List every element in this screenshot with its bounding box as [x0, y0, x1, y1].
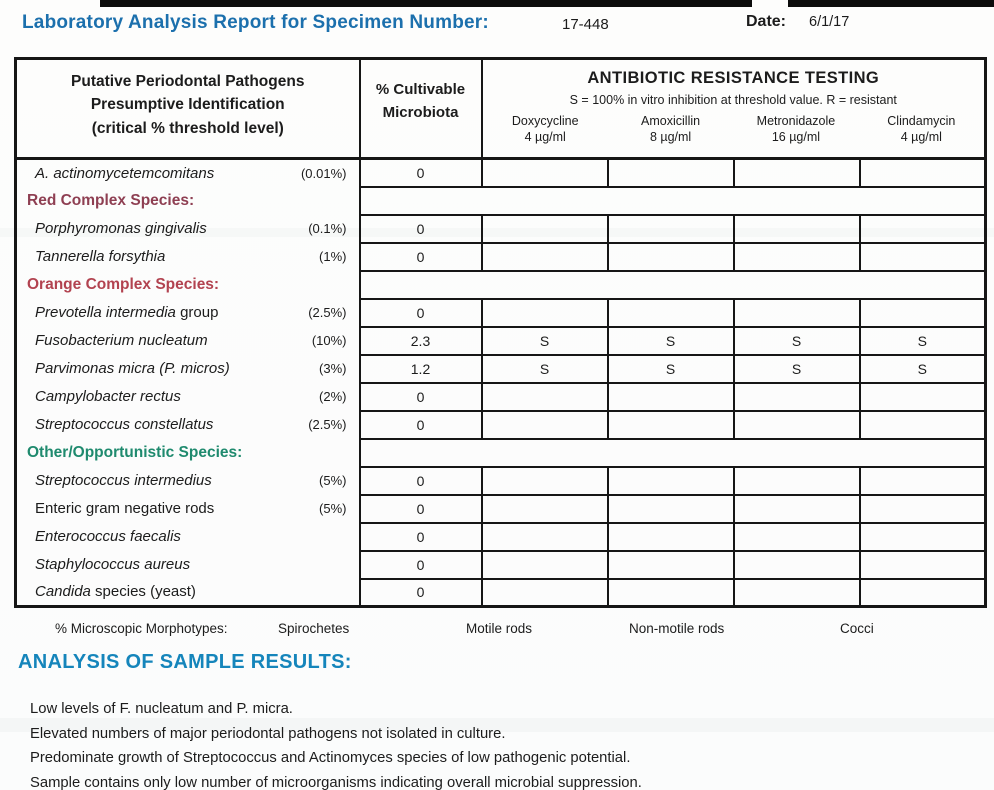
threshold-value: (1%): [319, 249, 347, 264]
cultivable-value-cell: 0: [360, 579, 482, 607]
table-row: [16, 551, 986, 579]
abx-result-cell: [860, 215, 986, 243]
antibiotic-label-amoxicillin: Amoxicillin 8 µg/ml: [641, 114, 701, 144]
antibiotic-label-doxycycline: Doxycycline 4 µg/ml: [511, 114, 579, 144]
cultivable-value-cell: 0: [360, 299, 482, 327]
species-name-wrap: [17, 556, 359, 573]
analysis-section-heading: ANALYSIS OF SAMPLE RESULTS:: [18, 651, 352, 673]
abx-result-cell: [860, 411, 986, 439]
species-name-italic: Streptococcus intermedius: [35, 472, 212, 489]
table-header: [16, 59, 986, 159]
species-name-italic: Campylobacter rectus: [35, 388, 181, 405]
abx-result-cell: [482, 159, 608, 187]
abx-result-cell: [734, 523, 860, 551]
morphotype-spirochetes: Spirochetes: [278, 621, 350, 636]
table-row: [16, 383, 986, 411]
species-name: [35, 472, 212, 489]
section-header-row: [16, 271, 986, 299]
abx-result-cell: [482, 299, 608, 327]
abx-result-cell: [860, 467, 986, 495]
species-name-italic: Fusobacterium nucleatum: [35, 332, 208, 349]
antibiotic-label-clindamycin: Clindamycin 4 µg/ml: [887, 114, 956, 144]
species-name: [35, 388, 181, 405]
species-name: [35, 248, 165, 265]
morphotypes-label: % Microscopic Morphotypes:: [55, 621, 228, 636]
abx-result-cell: [482, 383, 608, 411]
species-name-wrap: [17, 472, 359, 489]
species-name-cell: [16, 383, 360, 411]
pathogens-column-header: [16, 59, 360, 159]
section-label: Orange Complex Species:: [16, 271, 360, 299]
species-name-cell: [16, 355, 360, 383]
abx-result-cell: [860, 523, 986, 551]
abx-result-cell: [860, 299, 986, 327]
abx-result-cell: [734, 551, 860, 579]
table-row: [16, 467, 986, 495]
abx-result-cell: [608, 299, 734, 327]
species-name: [35, 220, 207, 237]
section-header-row: [16, 439, 986, 467]
species-name-wrap: [17, 165, 359, 182]
table-row: [16, 579, 986, 607]
species-name-wrap: [17, 220, 359, 237]
threshold-value: (3%): [319, 361, 347, 376]
species-name: [35, 304, 218, 321]
report-header: [0, 8, 994, 50]
table-row: [16, 215, 986, 243]
abx-result-cell: [734, 299, 860, 327]
cultivable-column-header: [360, 59, 482, 159]
species-name: [35, 528, 181, 545]
table-row: [16, 299, 986, 327]
abx-result-cell: S: [608, 327, 734, 355]
species-name-cell: [16, 579, 360, 607]
morphotype-non-motile-rods: Non-motile rods: [629, 621, 725, 636]
species-name-cell: [16, 299, 360, 327]
abx-result-cell: [734, 243, 860, 271]
abx-result-cell: [734, 579, 860, 607]
analysis-line: Predominate growth of Streptococcus and Actinomyces species of low pathogenic potential.: [30, 750, 631, 766]
abx-result-cell: [482, 523, 608, 551]
abx-result-cell: [860, 551, 986, 579]
antibiotic-label-metronidazole: Metronidazole 16 µg/ml: [756, 114, 836, 144]
species-name-regular: species (yeast): [90, 583, 196, 601]
cultivable-value-cell: 0: [360, 411, 482, 439]
species-name-italic: Enterococcus faecalis: [35, 528, 181, 545]
analysis-line: Sample contains only low number of microorganisms indicating overall microbial suppression.: [30, 774, 642, 790]
abx-result-cell: [608, 383, 734, 411]
species-name: [35, 500, 214, 517]
species-name: [35, 583, 196, 600]
cultivable-value-cell: 1.2: [360, 355, 482, 383]
table-row: [16, 523, 986, 551]
cultivable-value-cell: 0: [360, 383, 482, 411]
species-name-cell: [16, 215, 360, 243]
abx-result-cell: [734, 411, 860, 439]
abx-result-cell: [482, 243, 608, 271]
abx-result-cell: [608, 551, 734, 579]
abx-result-cell: [860, 579, 986, 607]
threshold-value: (5%): [319, 473, 347, 488]
cultivable-header-line: Microbiota: [382, 104, 459, 122]
abx-result-cell: [482, 467, 608, 495]
cultivable-value-cell: 0: [360, 159, 482, 187]
cultivable-value-cell: 0: [360, 243, 482, 271]
abx-result-cell: [734, 215, 860, 243]
microscopic-morphotypes-row: [0, 621, 994, 645]
species-name-italic: Prevotella intermedia: [35, 304, 176, 321]
species-name-cell: [16, 467, 360, 495]
species-name: [35, 332, 208, 349]
morphotype-motile-rods: Motile rods: [466, 621, 533, 636]
table-row: [16, 355, 986, 383]
abx-result-cell: [608, 411, 734, 439]
species-name-cell: [16, 159, 360, 187]
section-label: Red Complex Species:: [16, 187, 360, 215]
species-name-cell: [16, 523, 360, 551]
report-table-body: [16, 159, 986, 607]
abx-result-cell: [734, 495, 860, 523]
cultivable-value-cell: 0: [360, 215, 482, 243]
table-row: [16, 411, 986, 439]
section-label: Other/Opportunistic Species:: [16, 439, 360, 467]
threshold-value: (10%): [311, 333, 347, 348]
abx-result-cell: [482, 495, 608, 523]
abx-result-cell: [860, 243, 986, 271]
abx-result-cell: S: [608, 355, 734, 383]
abx-result-cell: S: [734, 327, 860, 355]
species-name-italic: Tannerella forsythia: [35, 248, 166, 265]
section-spacer: [360, 439, 986, 467]
date-label: Date:: [746, 13, 787, 30]
antibiotic-column-labels: [483, 114, 985, 145]
cultivable-value-cell: 0: [360, 495, 482, 523]
species-name-wrap: [17, 388, 359, 405]
abx-result-cell: [482, 215, 608, 243]
abx-result-cell: [482, 579, 608, 607]
antibiotic-testing-header: [482, 59, 986, 159]
table-row: [16, 495, 986, 523]
species-name-regular: group: [175, 304, 219, 321]
morphotype-cocci: Cocci: [840, 621, 874, 636]
abx-result-cell: S: [860, 355, 986, 383]
species-name-cell: [16, 411, 360, 439]
pathogens-header-line: Presumptive Identification: [90, 96, 285, 114]
abx-result-cell: [734, 383, 860, 411]
abx-result-cell: S: [482, 327, 608, 355]
abx-result-cell: S: [482, 355, 608, 383]
species-name: [35, 360, 230, 377]
cultivable-value-cell: 0: [360, 551, 482, 579]
threshold-value: (2.5%): [308, 305, 347, 320]
species-name: [35, 416, 213, 433]
abx-result-cell: S: [860, 327, 986, 355]
abx-result-cell: [860, 159, 986, 187]
species-name-cell: [16, 495, 360, 523]
threshold-value: (0.1%): [308, 221, 347, 236]
threshold-value: (5%): [319, 501, 347, 516]
abx-result-cell: S: [734, 355, 860, 383]
analysis-line: Elevated numbers of major periodontal pathogens not isolated in culture.: [30, 725, 506, 742]
cultivable-value-cell: 0: [360, 523, 482, 551]
species-name-italic: Streptococcus constellatus: [35, 416, 214, 433]
abx-result-cell: [608, 215, 734, 243]
species-name-cell: [16, 243, 360, 271]
abx-result-cell: [608, 495, 734, 523]
species-name-wrap: [17, 360, 359, 377]
section-spacer: [360, 271, 986, 299]
scan-artifact-bar: [100, 0, 752, 7]
abx-result-cell: [482, 411, 608, 439]
species-name-wrap: [17, 528, 359, 545]
threshold-value: (2.5%): [308, 417, 347, 432]
species-name-wrap: [17, 332, 359, 349]
abx-result-cell: [608, 467, 734, 495]
pathogen-results-table: [14, 57, 987, 608]
abx-result-cell: [608, 159, 734, 187]
species-name-wrap: [17, 248, 359, 265]
species-name-wrap: [17, 583, 359, 600]
threshold-value: (0.01%): [300, 165, 347, 181]
analysis-line: Low levels of F. nucleatum and P. micra.: [30, 701, 293, 717]
species-name-regular: Enteric gram negative rods: [35, 500, 215, 517]
header-row: [16, 59, 986, 159]
species-name-italic: Porphyromonas gingivalis: [35, 220, 207, 237]
abx-result-cell: [608, 523, 734, 551]
pathogens-header-line: (critical % threshold level): [91, 119, 284, 137]
table-row: [16, 243, 986, 271]
scan-artifact-bar: [788, 0, 994, 7]
analysis-results-text: [30, 697, 642, 790]
abx-result-cell: [734, 467, 860, 495]
page-title: Laboratory Analysis Report for Specimen Number:: [22, 12, 489, 33]
cultivable-value-cell: 0: [360, 467, 482, 495]
species-name-wrap: [17, 304, 359, 321]
threshold-value: (2%): [319, 389, 347, 404]
section-header-row: [16, 187, 986, 215]
specimen-number-value: 17-448: [562, 16, 609, 33]
abx-result-cell: [860, 383, 986, 411]
abx-result-cell: [860, 495, 986, 523]
species-name-italic: Staphylococcus aureus: [35, 556, 191, 573]
species-name-wrap: [17, 416, 359, 433]
species-name-italic: A. actinomycetemcomitans: [35, 164, 215, 182]
abx-result-cell: [482, 551, 608, 579]
species-name: [35, 556, 190, 573]
species-name: [35, 165, 214, 182]
antibiotic-testing-note: S = 100% in vitro inhibition at threshold value. R = resistant: [569, 93, 897, 107]
cultivable-value-cell: 2.3: [360, 327, 482, 355]
pathogens-header-line: Putative Periodontal Pathogens: [71, 73, 305, 90]
species-name-wrap: [17, 500, 359, 517]
table-row: [16, 159, 986, 187]
antibiotic-testing-title: ANTIBIOTIC RESISTANCE TESTING: [587, 69, 880, 87]
abx-result-cell: [608, 579, 734, 607]
date-value: 6/1/17: [809, 14, 850, 30]
table-row: [16, 327, 986, 355]
species-name-cell: [16, 551, 360, 579]
species-name-cell: [16, 327, 360, 355]
abx-result-cell: [734, 159, 860, 187]
section-spacer: [360, 187, 986, 215]
abx-result-cell: [608, 243, 734, 271]
species-name-italic: Parvimonas micra (P. micros): [35, 360, 230, 377]
cultivable-header-line: % Cultivable: [375, 81, 466, 98]
species-name-italic: Candida: [35, 583, 91, 601]
